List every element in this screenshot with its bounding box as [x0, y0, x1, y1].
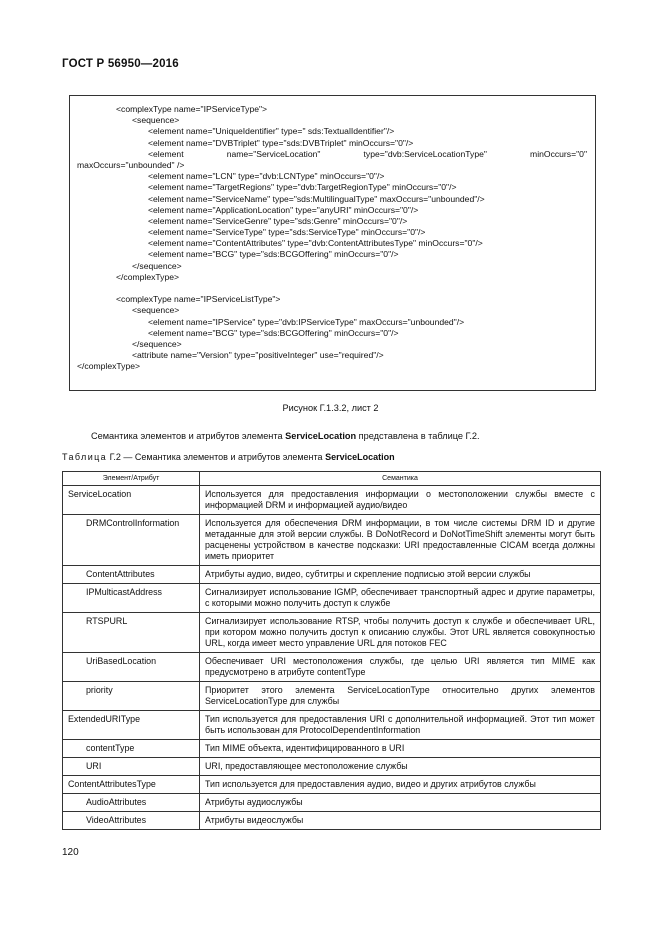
table-row: [63, 758, 601, 776]
code-line: <complexType name="IPServiceType">: [116, 104, 268, 114]
code-line: </complexType>: [77, 361, 141, 372]
element-name-cell: ContentAttributesType: [63, 776, 200, 794]
body-paragraph: [91, 431, 480, 441]
element-name-cell: contentType: [63, 740, 200, 758]
semantics-table: [62, 471, 601, 830]
code-line: <element name="ServiceName" type="sds:MultilingualType" maxOccurs="unbounded"/>: [148, 193, 485, 204]
code-line-segment: minOccurs="0": [530, 148, 587, 159]
code-line: <element name="ServiceType" type="sds:ServiceType" minOccurs="0"/>: [148, 227, 426, 238]
element-name-cell: RTSPURL: [63, 613, 200, 653]
table-header-row: [63, 472, 601, 486]
table-row: [63, 740, 601, 758]
semantics-cell: Приоритет этого элемента ServiceLocationType относительно других элементов ServiceLocationType для службы: [200, 682, 601, 711]
paragraph-text-after: представлена в таблице Г.2.: [356, 431, 480, 441]
paragraph-text-before: Семантика элементов и атрибутов элемента: [91, 431, 286, 441]
code-line: <complexType name="IPServiceListType">: [116, 294, 281, 305]
code-line-segment: <element: [148, 148, 184, 159]
code-line: </complexType>: [116, 271, 180, 282]
semantics-cell: Используется для предоставления информации о местоположении службы вместе с информацией DRM и информацией аудио/видео: [200, 486, 601, 515]
table-caption-bold-term: ServiceLocation: [325, 452, 395, 462]
table-row: [63, 613, 601, 653]
element-name-cell: ExtendedURIType: [63, 711, 200, 740]
semantics-cell: Сигнализирует использование IGMP, обеспечивает транспортный адрес и другие параметры, с которыми можно получить доступ к службе: [200, 584, 601, 613]
semantics-cell: Атрибуты аудиослужбы: [200, 794, 601, 812]
table-row: [63, 515, 601, 566]
code-line: [77, 283, 587, 294]
code-line: <element name="BCG" type="sds:BCGOffering" minOccurs="0"/>: [148, 327, 399, 338]
semantics-cell: Тип используется для предоставления URI с дополнительной информацией. Этот тип может быть использован для ProtocolDependentInformation: [200, 711, 601, 740]
code-listing: [77, 104, 587, 373]
table-row: [63, 566, 601, 584]
table-caption-label: Таблица: [62, 452, 108, 462]
semantics-cell: Атрибуты аудио, видео, субтитры и скрепление подписью этой версии службы: [200, 566, 601, 584]
code-line-segment: name="ServiceLocation": [226, 148, 321, 159]
code-line: <sequence>: [132, 305, 180, 316]
paragraph-bold-term: ServiceLocation: [285, 431, 357, 441]
code-line: <sequence>: [132, 115, 180, 126]
table-caption: [62, 452, 395, 462]
column-header-element: Элемент/Атрибут: [63, 472, 200, 486]
table-row: [63, 682, 601, 711]
code-line: <element name="LCN" type="dvb:LCNType" minOccurs="0"/>: [148, 171, 385, 182]
code-line: maxOccurs="unbounded" />: [77, 159, 185, 170]
element-name-cell: URI: [63, 758, 200, 776]
column-header-semantics: Семантика: [200, 472, 601, 486]
code-line: [77, 149, 587, 160]
element-name-cell: ContentAttributes: [63, 566, 200, 584]
semantics-cell: Тип MIME объекта, идентифицированного в URI: [200, 740, 601, 758]
table-caption-text: Г.2 — Семантика элементов и атрибутов элемента: [107, 452, 326, 462]
code-line: <element name="IPService" type="dvb:IPServiceType" maxOccurs="unbounded"/>: [148, 316, 465, 327]
table-body: [63, 486, 601, 830]
document-header: ГОСТ Р 56950—2016: [62, 58, 179, 70]
code-line: <attribute name="Version" type="positiveInteger" use="required"/>: [132, 350, 384, 361]
code-line: <element name="DVBTriplet" type="sds:DVBTriplet" minOccurs="0"/>: [148, 137, 414, 148]
table-row: [63, 486, 601, 515]
code-line: <element name="TargetRegions" type="dvb:TargetRegionType" minOccurs="0"/>: [148, 182, 457, 193]
code-line: <element name="ContentAttributes" type="dvb:ContentAttributesType" minOccurs="0"/>: [148, 238, 483, 249]
code-line: </sequence>: [132, 260, 182, 271]
table-row: [63, 776, 601, 794]
semantics-cell: Сигнализирует использование RTSP, чтобы получить доступ к службе и обеспечивает URL, при котором можно получить доступ к описанию службы. Этот URL является совокупностью URL, когда имеет место управление URL для потоков FEC: [200, 613, 601, 653]
semantics-cell: Атрибуты видеослужбы: [200, 812, 601, 830]
element-name-cell: IPMulticastAddress: [63, 584, 200, 613]
table-row: [63, 584, 601, 613]
table-row: [63, 812, 601, 830]
element-name-cell: AudioAttributes: [63, 794, 200, 812]
code-line: </sequence>: [132, 338, 182, 349]
code-line: <element name="ServiceGenre" type="sds:Genre" minOccurs="0"/>: [148, 215, 408, 226]
semantics-cell: Используется для обеспечения DRM информации, в том числе системы DRM ID и другие метаданные для этой версии службы. В DoNotRecord и DoNotTimeShift элементы могут быть расценены устройством в качестве подсказки: URI предоставленные CICAM всегда должны иметь приоритет: [200, 515, 601, 566]
element-name-cell: UriBasedLocation: [63, 653, 200, 682]
code-line: <element name="UniqueIdentifier" type=" sds:TextualIdentifier"/>: [148, 126, 395, 137]
semantics-cell: URI, предоставляющее местоположение службы: [200, 758, 601, 776]
code-line-segment: type="dvb:ServiceLocationType": [363, 148, 487, 159]
page-number: 120: [62, 847, 79, 858]
element-name-cell: ServiceLocation: [63, 486, 200, 515]
code-listing-box: [69, 95, 596, 391]
code-line: <element name="BCG" type="sds:BCGOffering" minOccurs="0"/>: [148, 249, 399, 260]
table-row: [63, 711, 601, 740]
semantics-cell: Тип используется для предоставления аудио, видео и других атрибутов службы: [200, 776, 601, 794]
element-name-cell: DRMControlInformation: [63, 515, 200, 566]
figure-caption: Рисунок Г.1.3.2, лист 2: [282, 403, 379, 413]
table-row: [63, 653, 601, 682]
element-name-cell: priority: [63, 682, 200, 711]
table-row: [63, 794, 601, 812]
semantics-cell: Обеспечивает URI местоположения службы, где целью URI является тип MIME как предусмотрено в атрибуте contentType: [200, 653, 601, 682]
element-name-cell: VideoAttributes: [63, 812, 200, 830]
code-line: <element name="ApplicationLocation" type="anyURI" minOccurs="0"/>: [148, 204, 419, 215]
